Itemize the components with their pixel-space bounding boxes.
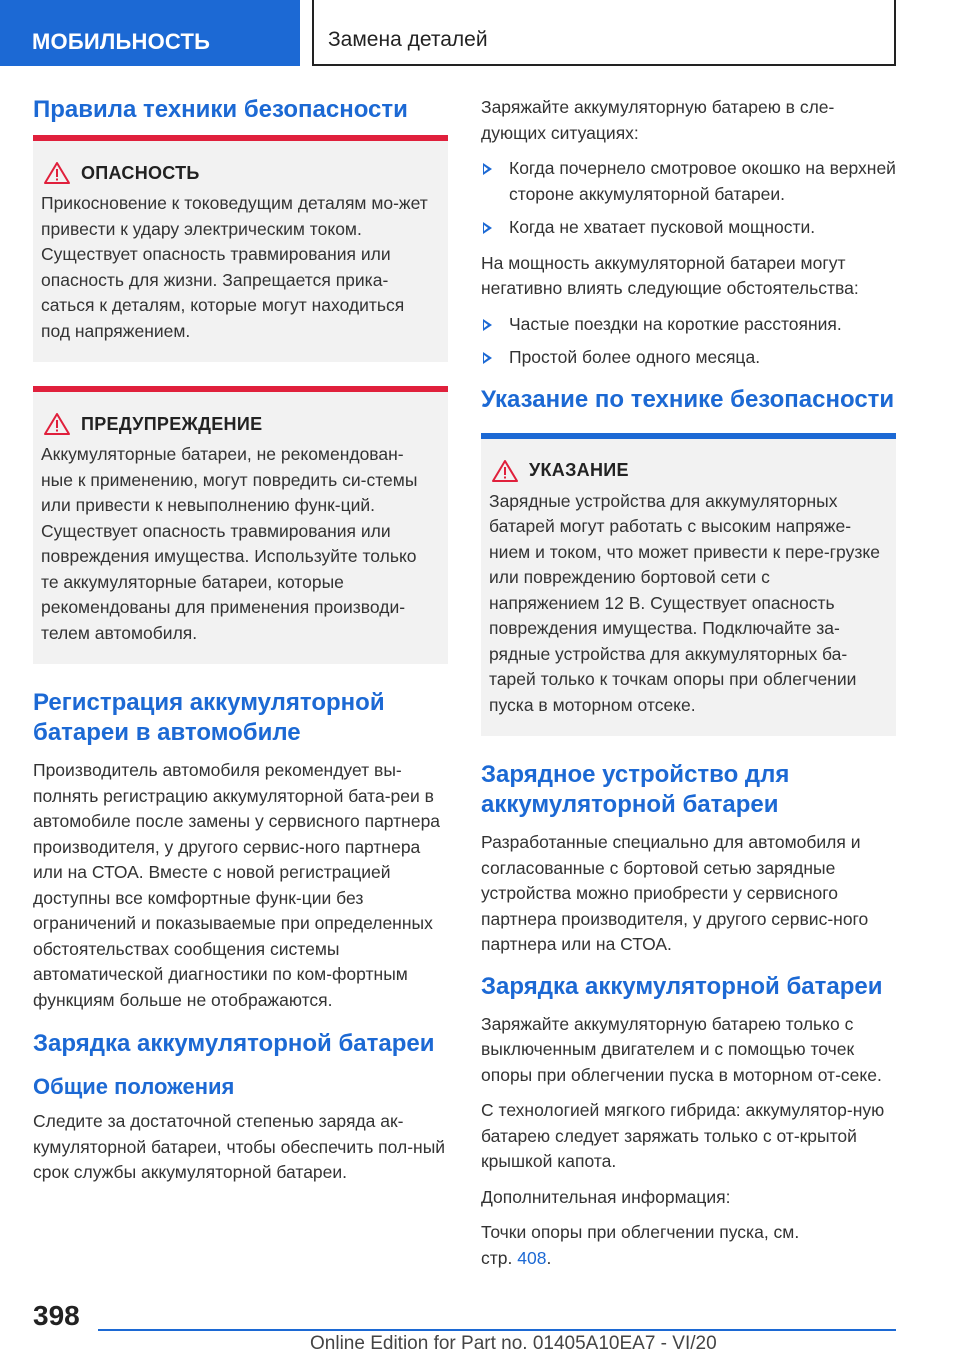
warning-title: ПРЕДУПРЕЖДЕНИЕ: [81, 413, 263, 434]
page-reference-link[interactable]: 408: [517, 1247, 547, 1268]
warning-triangle-icon: [43, 161, 71, 185]
safety-note-heading: Указание по технике безопасности: [481, 385, 895, 413]
more-info-label: Дополнительная информация:: [481, 1186, 731, 1207]
page-number: 398: [33, 1300, 80, 1331]
left-column: [33, 95, 448, 1196]
list-item: Когда не хватает пусковой мощности.: [481, 215, 896, 241]
chapter-title: Замена деталей: [312, 0, 896, 66]
warning-triangle-icon: [43, 412, 71, 436]
note-title: УКАЗАНИЕ: [529, 460, 629, 480]
registration-heading: Регистрация аккумуляторной батареи в автомобиле: [33, 689, 385, 746]
charger-text: Разработанные специально для автомобиля и согласованные с бортовой сетью зарядные устройства можно приобрести у сервисного партнера производителя, у другого сервис-ного партнера или на СТОА.: [481, 832, 869, 954]
bullet-triangle-icon: [483, 352, 492, 364]
general-heading: Общие положения: [33, 1074, 235, 1099]
charging2-heading: Зарядка аккумуляторной батареи: [481, 972, 883, 1000]
general-text: Следите за достаточной степенью заряда ак-кумуляторной батареи, чтобы обеспечить пол-ный срок службы аккумуляторной батареи.: [33, 1111, 446, 1182]
charge-intro: Заряжайте аккумуляторную батарею в сле-дующих ситуациях:: [481, 97, 835, 143]
charging-heading: Зарядка аккумуляторной батареи: [33, 1030, 435, 1057]
danger-text: Прикосновение к токоведущим деталям мо-жет привести к удару электрическим током. Существует опасность травмирования или опасность для жизни. Запрещается прика-саться к деталям, которые могут находиться под напряжением.: [41, 193, 428, 341]
factors-list: [481, 312, 896, 371]
note-notice: [481, 439, 896, 737]
list-item: Частые поездки на короткие расстояния.: [481, 312, 896, 338]
list-item: Когда почернело смотровое окошко на верхней стороне аккумуляторной батареи.: [481, 156, 896, 207]
safety-rules-heading: Правила техники безопасности: [33, 96, 408, 123]
note-text: Зарядные устройства для аккумуляторных батарей могут работать с высоким напряже-нием и током, что может привести к пере-грузке или повреждению бортовой сети с напряжением 12 В. Существует опасность повреждения имущества. Подключайте за-рядные устройства для аккумуляторных ба-тарей только к точкам опоры при облегчении пуска в моторном отсеке.: [489, 490, 880, 715]
section-tab: МОБИЛЬНОСТЬ: [0, 0, 300, 66]
reference-text: Точки опоры при облегчении пуска, см. стр. 408.: [481, 1222, 800, 1268]
bullet-triangle-icon: [483, 163, 492, 175]
bullet-triangle-icon: [483, 222, 492, 234]
charging2-text-1: Заряжайте аккумуляторную батарею только с выключенным двигателем и с помощью точек опоры при облегчении пуска в моторном от-секе.: [481, 1013, 882, 1085]
charger-heading: Зарядное устройство для аккумуляторной батареи: [481, 761, 790, 818]
page-header: [0, 0, 960, 66]
edition-info: Online Edition for Part no. 01405A10EA7 - VI/20: [310, 1333, 717, 1354]
danger-notice: [33, 141, 448, 362]
right-column: [481, 95, 896, 1281]
footer-divider: [98, 1329, 896, 1331]
bullet-triangle-icon: [483, 319, 492, 331]
factors-intro: На мощность аккумуляторной батареи могут негативно влиять следующие обстоятельства:: [481, 252, 859, 298]
warning-triangle-icon: [491, 459, 519, 483]
warning-text: Аккумуляторные батареи, не рекомендован-ные к применению, могут повредить си-стемы или привести к невыполнению функ-ций. Существует опасность травмирования или повреждения имущества. Используйте только те аккумуляторные батареи, которые рекомендованы для применения производи-телем автомобиля.: [41, 444, 418, 643]
warning-notice: [33, 392, 448, 664]
danger-title: ОПАСНОСТЬ: [81, 162, 200, 183]
list-item: Простой более одного месяца.: [481, 345, 896, 371]
charge-situations-list: [481, 156, 896, 241]
charging2-text-2: С технологией мягкого гибрида: аккумулятор-ную батарею следует заряжать только с от-крытой крышкой капота.: [481, 1100, 885, 1171]
registration-text: Производитель автомобиля рекомендует вы-полнять регистрацию аккумуляторной бата-реи в автомобиле после замены у сервисного партнера производителя, у другого сервис-ного партнера или на СТОА. Вместе с новой регистрацией доступны все комфортные функ-ции без ограничений и показываемые при определенных обстоятельствах сообщения системы автоматической диагностики по ком-фортным функциям больше не отображаются.: [33, 760, 441, 1010]
